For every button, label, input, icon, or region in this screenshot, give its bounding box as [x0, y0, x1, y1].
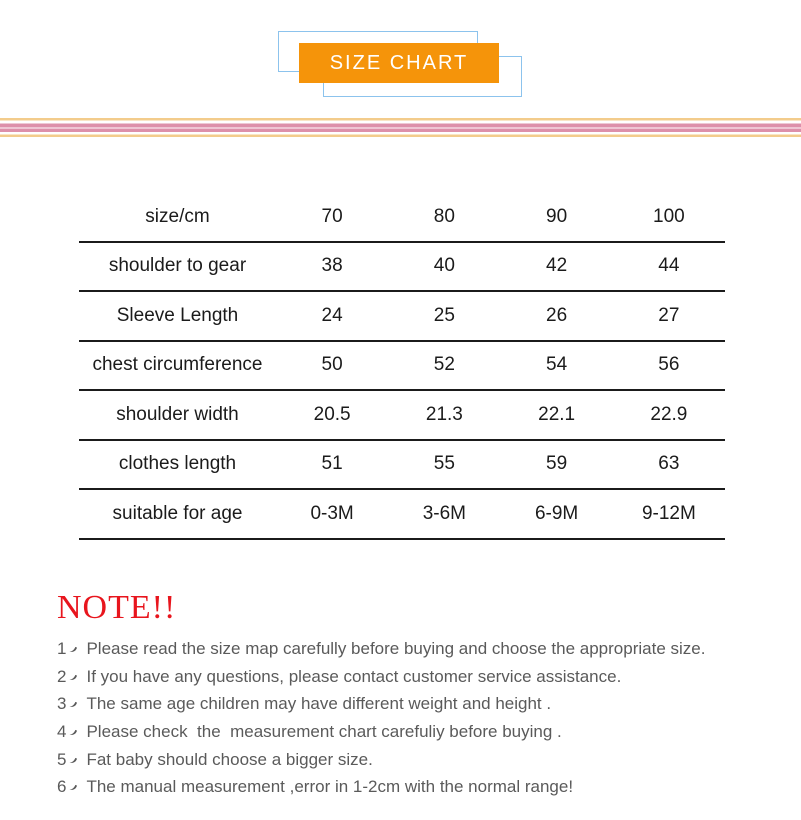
note-item-3 — [57, 690, 757, 718]
note-item-1 — [57, 635, 757, 663]
row-value: 20.5 — [313, 403, 351, 425]
header-col-100: 100 — [653, 205, 685, 227]
note-item-5 — [57, 746, 757, 774]
table-row-clothes-length — [79, 441, 725, 491]
table-row-suitable-for-age — [79, 490, 725, 540]
enumeration-comma-icon — [68, 643, 77, 655]
header-label: size/cm — [145, 205, 210, 227]
row-label: clothes length — [118, 453, 237, 475]
note-text: The same age children may have different weight and height . — [86, 694, 552, 714]
row-value: 22.9 — [650, 403, 688, 425]
row-value: 25 — [433, 304, 455, 326]
row-value: 44 — [658, 255, 680, 277]
table-row-chest-circumference — [79, 342, 725, 392]
row-value: 52 — [433, 354, 455, 376]
row-label: Sleeve Length — [116, 304, 239, 326]
table-row-shoulder-to-gear — [79, 243, 725, 293]
banner-zone — [0, 0, 801, 110]
note-number: 4 — [57, 722, 67, 742]
row-value: 21.3 — [425, 403, 463, 425]
table-row-sleeve-length — [79, 292, 725, 342]
note-item-4 — [57, 718, 757, 746]
header-col-90: 90 — [546, 205, 568, 227]
header-col-70: 70 — [321, 205, 343, 227]
row-value: 50 — [321, 354, 343, 376]
row-value: 22.1 — [538, 403, 576, 425]
header-col-80: 80 — [433, 205, 455, 227]
note-text: Please check the measurement chart carefuliy before buying . — [86, 722, 562, 742]
enumeration-comma-icon — [68, 671, 77, 683]
note-item-2 — [57, 663, 757, 691]
row-value: 27 — [658, 304, 680, 326]
row-label: chest circumference — [92, 354, 263, 376]
size-chart-title-banner — [299, 43, 499, 83]
note-number: 3 — [57, 694, 67, 714]
note-text: Fat baby should choose a bigger size. — [86, 749, 373, 769]
row-label: shoulder width — [116, 403, 239, 425]
note-number: 2 — [57, 666, 67, 686]
row-value: 26 — [546, 304, 568, 326]
note-heading: NOTE!! — [57, 589, 177, 626]
row-label: shoulder to gear — [108, 255, 247, 277]
row-value: 59 — [546, 453, 568, 475]
row-value: 24 — [321, 304, 343, 326]
row-value: 38 — [321, 255, 343, 277]
row-value: 51 — [321, 453, 343, 475]
note-text: The manual measurement ,error in 1-2cm with the normal range! — [86, 777, 574, 797]
note-item-6 — [57, 773, 757, 801]
note-number: 6 — [57, 777, 67, 797]
row-value: 56 — [658, 354, 680, 376]
size-chart-title: SIZE CHART — [329, 51, 469, 74]
table-row-shoulder-width — [79, 391, 725, 441]
row-value: 54 — [546, 354, 568, 376]
row-value: 6-9M — [534, 502, 579, 524]
enumeration-comma-icon — [68, 726, 77, 738]
note-number: 5 — [57, 749, 67, 769]
row-value: 55 — [433, 453, 455, 475]
row-value: 0-3M — [310, 502, 354, 524]
note-text: Please read the size map carefully before buying and choose the appropriate size. — [86, 639, 706, 658]
enumeration-comma-icon — [68, 698, 77, 710]
note-text: If you have any questions, please contact customer service assistance. — [86, 666, 622, 686]
notes-list — [57, 635, 757, 801]
row-value: 9-12M — [641, 502, 696, 524]
enumeration-comma-icon — [68, 754, 77, 766]
row-value: 40 — [433, 255, 455, 277]
size-table — [79, 193, 725, 540]
enumeration-comma-icon — [68, 781, 77, 793]
note-number: 1 — [57, 639, 67, 658]
row-value: 3-6M — [422, 502, 467, 524]
table-header-row — [79, 193, 725, 243]
row-value: 63 — [658, 453, 680, 475]
row-label: suitable for age — [112, 502, 243, 524]
decorative-stripes — [0, 117, 801, 137]
row-value: 42 — [546, 255, 568, 277]
